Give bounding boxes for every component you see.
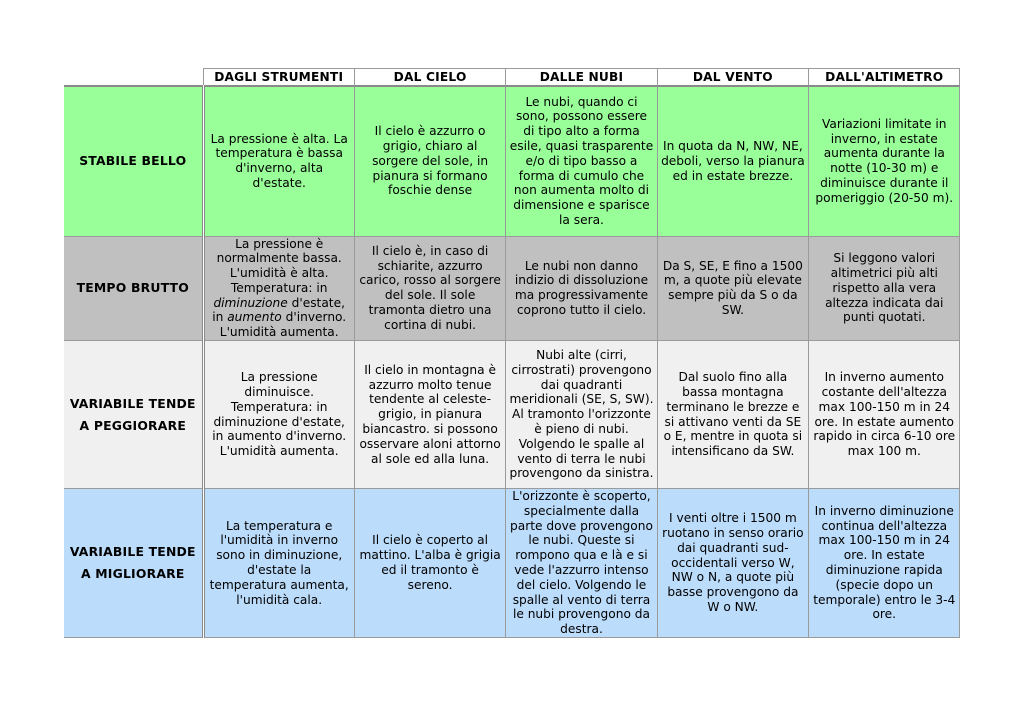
header-row	[64, 69, 960, 87]
row-label: TEMPO BRUTTO	[64, 236, 203, 341]
table-cell	[354, 489, 505, 638]
table-cell	[657, 86, 808, 236]
table-cell	[354, 236, 505, 341]
row-label: STABILE BELLO	[64, 86, 203, 236]
table-cell	[809, 341, 960, 489]
cell-text: Il cielo è, in caso di schiarite, azzurro carico, rosso al sorgere del sole. Il sole tramonta dietro una cortina di nubi.	[359, 243, 501, 332]
table-row-stabile-bello	[64, 86, 960, 236]
cell-text: d'inverno. L'umidità aumenta.	[219, 310, 347, 340]
table-row-tempo-brutto	[64, 236, 960, 341]
cell-text: Il cielo è coperto al mattino. L'alba è grigia ed il tramonto è sereno.	[359, 533, 501, 592]
table-cell	[203, 341, 354, 489]
cell-text: Da S, SE, E fino a 1500 m, a quote più elevate sempre più da S o da SW.	[662, 258, 803, 318]
cell-text: d'estate, in	[212, 295, 345, 325]
table-cell	[809, 86, 960, 236]
table-cell	[657, 489, 808, 638]
cell-text: Si leggono valori altimetrici più alti rispetto alla vera altezza indicata dai punti quotati.	[825, 251, 944, 325]
cell-text: Le nubi non danno indizio di dissoluzione ma progressivamente coprono tutto il cielo.	[514, 258, 649, 318]
cell-text: La pressione è normalmente bassa. L'umidità è alta. Temperatura: in	[216, 236, 342, 295]
italic-text: diminuzione	[213, 295, 288, 310]
cell-text: Nubi alte (cirri, cirrostrati) provengono dai quadranti meridionali (SE, S, SW). Al tramonto l'orizzonte è pieno di nubi. Volgendo le spalle al vento di terra le nubi provengono da sinistra.	[509, 347, 654, 481]
cell-text: La pressione è alta. La temperatura è bassa d'inverno, alta d'estate.	[210, 131, 348, 191]
cell-text: La pressione diminuisce. Temperatura: in diminuzione d'estate, in aumento d'inverno. L'umidità aumenta.	[212, 370, 347, 459]
table-cell	[203, 236, 354, 341]
cell-text: La temperatura e l'umidità in inverno sono in diminuzione, d'estate la temperatura aumenta, l'umidità cala.	[209, 518, 349, 607]
column-header-cielo: DAL CIELO	[354, 69, 505, 87]
weather-forecast-table	[64, 68, 960, 638]
cell-text: In quota da N, NW, NE, deboli, verso la pianura ed in estate brezze.	[661, 139, 805, 183]
table-cell	[506, 341, 657, 489]
table-cell	[657, 341, 808, 489]
column-header-vento: DAL VENTO	[657, 69, 808, 87]
column-header-nubi: DALLE NUBI	[506, 69, 657, 87]
row-label: VARIABILE TENDE A PEGGIORARE	[64, 341, 203, 489]
cell-text: Il cielo in montagna è azzurro molto tenue tendente al celeste-grigio, in pianura biancastro. si possono osservare aloni attorno al sole ed alla luna.	[359, 362, 501, 466]
column-header-strumenti: DAGLI STRUMENTI	[203, 69, 354, 87]
cell-text: Variazioni limitate in inverno, in estate aumenta durante la notte (10-30 m) e diminuisce durante il pomeriggio (20-50 m).	[815, 116, 954, 205]
column-header-altimetro: DALL'ALTIMETRO	[809, 69, 960, 87]
cell-text: I venti oltre i 1500 m ruotano in senso orario dai quadranti sud-occidentali verso W, NW o N, a quote più basse provengono da W o NW.	[662, 511, 804, 615]
cell-text: Le nubi, quando ci sono, possono essere di tipo alto a forma esile, quasi trasparente e/o di tipo basso a forma di cumulo che non aumenta molto di dimensione e sparisce la sera.	[509, 94, 654, 228]
cell-text: In inverno aumento costante dell'altezza max 100-150 m in 24 ore. In estate aumento rapido in circa 6-10 ore max 100 m.	[813, 370, 956, 459]
table-cell	[506, 236, 657, 341]
cell-text: Il cielo è azzurro o grigio, chiaro al sorgere del sole, in pianura si formano foschie dense	[372, 124, 489, 198]
corner-cell	[64, 69, 203, 87]
table-cell	[354, 341, 505, 489]
row-label: VARIABILE TENDE A MIGLIORARE	[64, 489, 203, 638]
table-row-tende-peggiorare	[64, 341, 960, 489]
italic-text: aumento	[227, 310, 282, 325]
table-row-tende-migliorare	[64, 489, 960, 638]
table-cell	[354, 86, 505, 236]
table-cell	[203, 86, 354, 236]
table-cell	[809, 489, 960, 638]
table-cell	[506, 489, 657, 638]
cell-text: Dal suolo fino alla bassa montagna terminano le brezze e si attivano venti da SE o E, mentre in quota si intensificano da SW.	[663, 370, 803, 459]
table-cell	[809, 236, 960, 341]
cell-text: L'orizzonte è scoperto, specialmente dalla parte dove provengono le nubi. Queste si rompono qua e là e si vede l'azzurro intenso del cielo. Volgendo le spalle al vento di terra le nubi provengono da destra.	[510, 489, 653, 637]
cell-text: In inverno diminuzione continua dell'altezza max 100-150 m in 24 ore. In estate diminuzione rapida (specie dopo un temporale) entro le 3-4 ore.	[813, 503, 956, 622]
table-cell	[203, 489, 354, 638]
table-cell	[657, 236, 808, 341]
table-cell	[506, 86, 657, 236]
